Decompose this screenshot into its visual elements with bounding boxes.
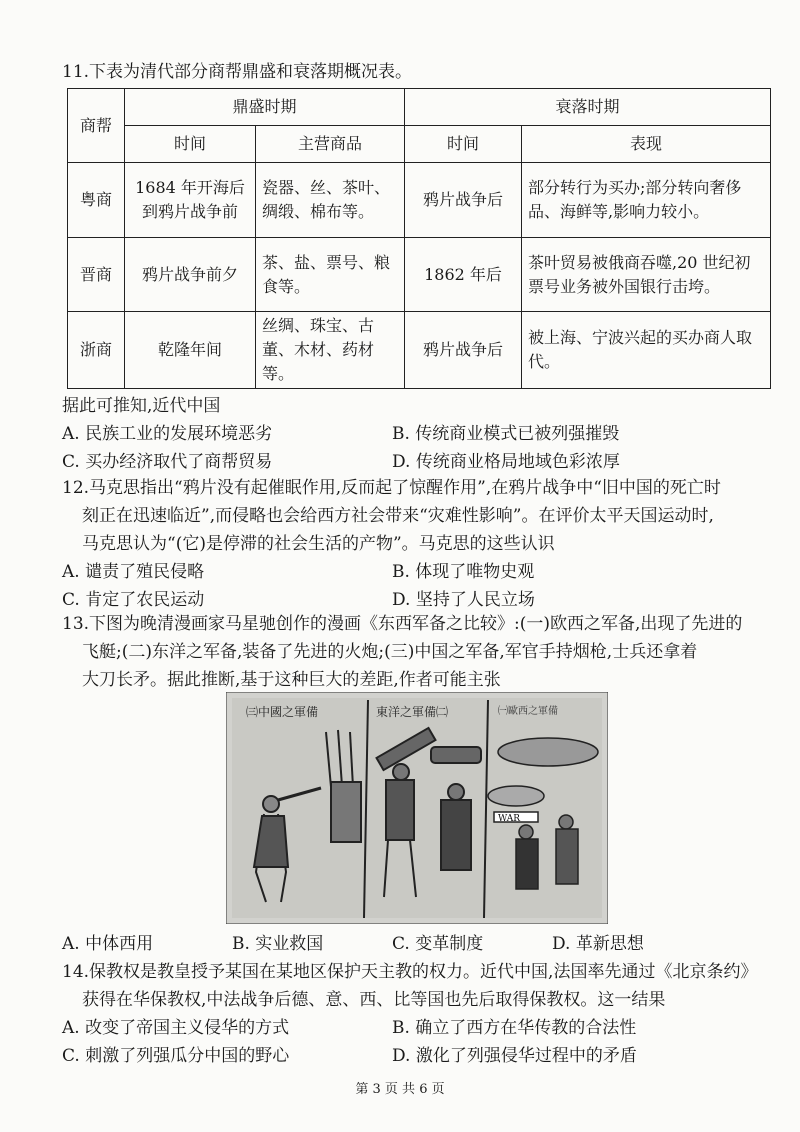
option-a[interactable]: A. 谴责了殖民侵略	[62, 562, 205, 582]
option-a[interactable]: A. 民族工业的发展环境恶劣	[62, 424, 273, 444]
option-a[interactable]: A. 改变了帝国主义侵华的方式	[62, 1018, 290, 1038]
cartoon-caption: ㈢中國之軍備	[246, 705, 319, 719]
option-d[interactable]: D. 激化了列强侵华过程中的矛盾	[392, 1046, 637, 1066]
table-cell: 丝绸、珠宝、古董、木材、药材等。	[256, 312, 405, 389]
option-c[interactable]: C. 变革制度	[392, 934, 484, 954]
option-c[interactable]: C. 买办经济取代了商帮贸易	[62, 452, 273, 472]
question-11-stem	[62, 58, 782, 86]
table-cell: 鸦片战争前夕	[125, 238, 256, 312]
option-d[interactable]: D. 革新思想	[552, 934, 644, 954]
cartoon-caption: 東洋之軍備㈡	[376, 705, 449, 719]
question-14	[62, 958, 782, 1070]
merchant-group-table	[67, 88, 771, 389]
table-cell: 浙商	[68, 312, 125, 389]
table-subheader: 时间	[125, 126, 256, 163]
table-cell: 1862 年后	[405, 238, 522, 312]
option-b[interactable]: B. 体现了唯物史观	[392, 562, 535, 582]
question-lead: 据此可推知,近代中国	[62, 396, 221, 416]
table-header-group: 鼎盛时期	[125, 89, 405, 126]
option-b[interactable]: B. 传统商业模式已被列强摧毁	[392, 424, 620, 444]
table-cell: 鸦片战争后	[405, 312, 522, 389]
cartoon-caption: ㈠歐西之軍備	[498, 706, 558, 717]
option-b[interactable]: B. 实业救国	[232, 934, 324, 954]
table-row	[68, 163, 771, 238]
table-subheader: 表现	[522, 126, 771, 163]
question-text: 12.马克思指出“鸦片没有起催眠作用,反而起了惊醒作用”,在鸦片战争中“旧中国的死亡时	[62, 478, 721, 498]
table-cell: 瓷器、丝、茶叶、绸缎、棉布等。	[256, 163, 405, 238]
table-cell: 晋商	[68, 238, 125, 312]
option-b[interactable]: B. 确立了西方在华传教的合法性	[392, 1018, 637, 1038]
table-subheader: 时间	[405, 126, 522, 163]
question-text: 获得在华保教权,中法战争后德、意、西、比等国也先后取得保教权。这一结果	[82, 990, 666, 1010]
option-a[interactable]: A. 中体西用	[62, 934, 154, 954]
question-text: 飞艇;(二)东洋之军备,装备了先进的火炮;(三)中国之军备,军官手持烟枪,士兵还拿着	[82, 642, 698, 662]
table-cell: 1684 年开海后到鸦片战争前	[125, 163, 256, 238]
question-text: 刻正在迅速临近”,而侵略也会给西方社会带来“灾难性影响”。在评价太平天国运动时,	[82, 506, 714, 526]
question-text: 14.保教权是教皇授予某国在某地区保护天主教的权力。近代中国,法国率先通过《北京条约》	[62, 962, 758, 982]
table-cell: 茶叶贸易被俄商吞噬,20 世纪初票号业务被外国银行击垮。	[522, 238, 771, 312]
option-d[interactable]: D. 坚持了人民立场	[392, 590, 535, 610]
table-row	[68, 312, 771, 389]
question-text: 13.下图为晚清漫画家马星驰创作的漫画《东西军备之比较》:(一)欧西之军备,出现了先进的	[62, 614, 743, 634]
question-11-options	[62, 392, 782, 476]
option-d[interactable]: D. 传统商业格局地域色彩浓厚	[392, 452, 620, 472]
question-text: 大刀长矛。据此推断,基于这种巨大的差距,作者可能主张	[82, 670, 501, 690]
table-cell: 茶、盐、票号、粮食等。	[256, 238, 405, 312]
question-13-options	[62, 930, 782, 958]
option-c[interactable]: C. 刺激了列强瓜分中国的野心	[62, 1046, 290, 1066]
table-cell: 被上海、宁波兴起的买办商人取代。	[522, 312, 771, 389]
table-cell: 粤商	[68, 163, 125, 238]
table-cell: 鸦片战争后	[405, 163, 522, 238]
table-subheader: 主营商品	[256, 126, 405, 163]
question-13	[62, 610, 782, 694]
table-header-group: 衰落时期	[405, 89, 771, 126]
page-footer: 第 3 页 共 6 页	[355, 1082, 445, 1097]
question-text: 11.下表为清代部分商帮鼎盛和衰落期概况表。	[62, 62, 413, 82]
table-cell: 乾隆年间	[125, 312, 256, 389]
question-12	[62, 474, 782, 614]
table-row	[68, 238, 771, 312]
question-text: 马克思认为“(它)是停滞的社会生活的产物”。马克思的这些认识	[82, 534, 555, 554]
option-c[interactable]: C. 肯定了农民运动	[62, 590, 205, 610]
war-flag-label: WAR	[498, 814, 521, 824]
cartoon-military-comparison	[226, 692, 608, 924]
table-cell: 部分转行为买办;部分转向奢侈品、海鲜等,影响力较小。	[522, 163, 771, 238]
table-header-corner: 商帮	[68, 89, 125, 163]
